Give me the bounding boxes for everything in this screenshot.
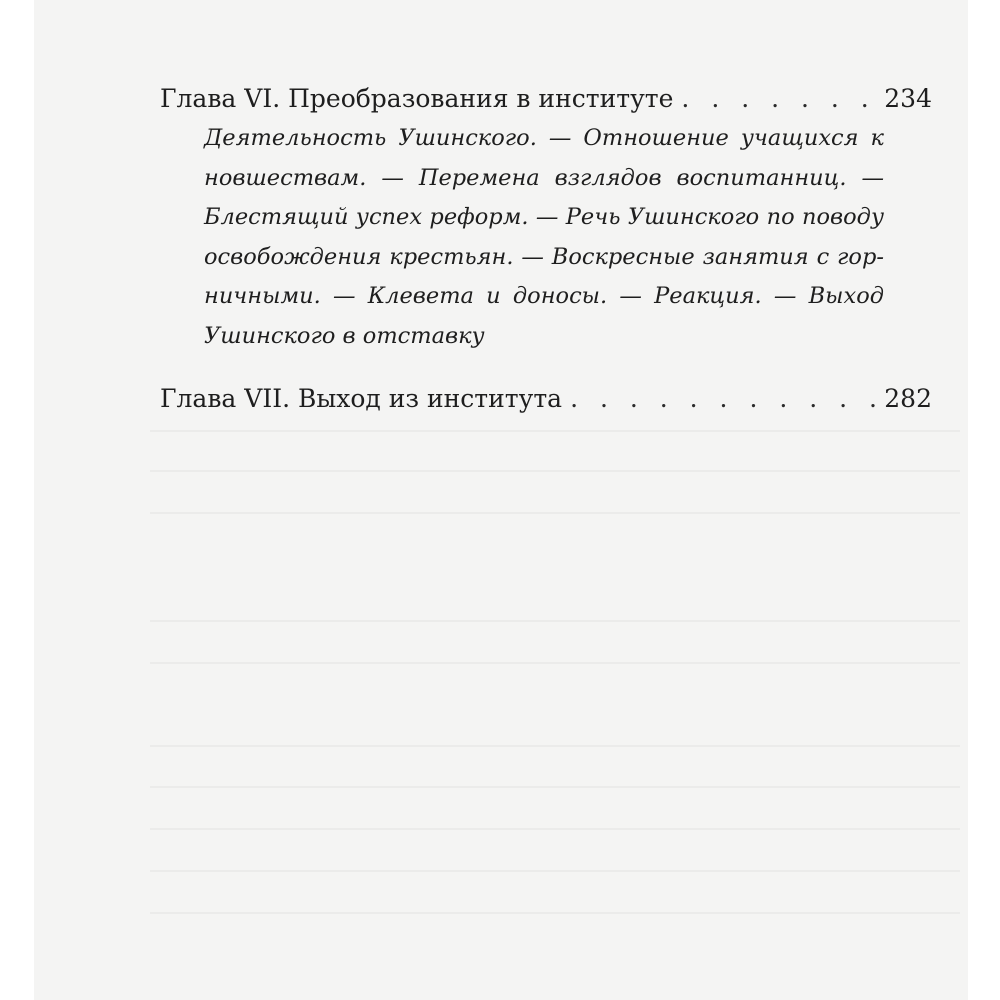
show-through-line [150,828,960,830]
show-through-line [150,870,960,872]
show-through-line [150,786,960,788]
toc-entry-chapter-7 [160,384,932,413]
show-through-line [150,430,960,432]
dot-leader [570,384,880,413]
toc-entry-heading [160,384,932,413]
dot-leader [681,84,880,113]
chapter-title: Глава VI. Преобразования в институте [160,84,674,113]
show-through-line [150,745,960,747]
toc-entry-heading [160,84,932,113]
show-through-line [150,662,960,664]
chapter-summary: Деятельность Ушинского. — Отношение учащихся к новшествам. — Перемена взглядов воспитанниц. — Блестящий успех реформ. — Речь Ушинского по поводу освобождения крестьян. — Воскресные занятия с горничными. — Клевета и доносы. — Реакция. — Выход Ушинского в отставку [204,125,884,349]
page-number: 234 [884,84,932,113]
show-through-line [150,512,960,514]
show-through-line [150,470,960,472]
show-through-line [150,620,960,622]
show-through-line [150,912,960,914]
page-number: 282 [884,384,932,413]
chapter-title: Глава VII. Выход из института [160,384,563,413]
toc-entry-chapter-6 [160,84,932,356]
